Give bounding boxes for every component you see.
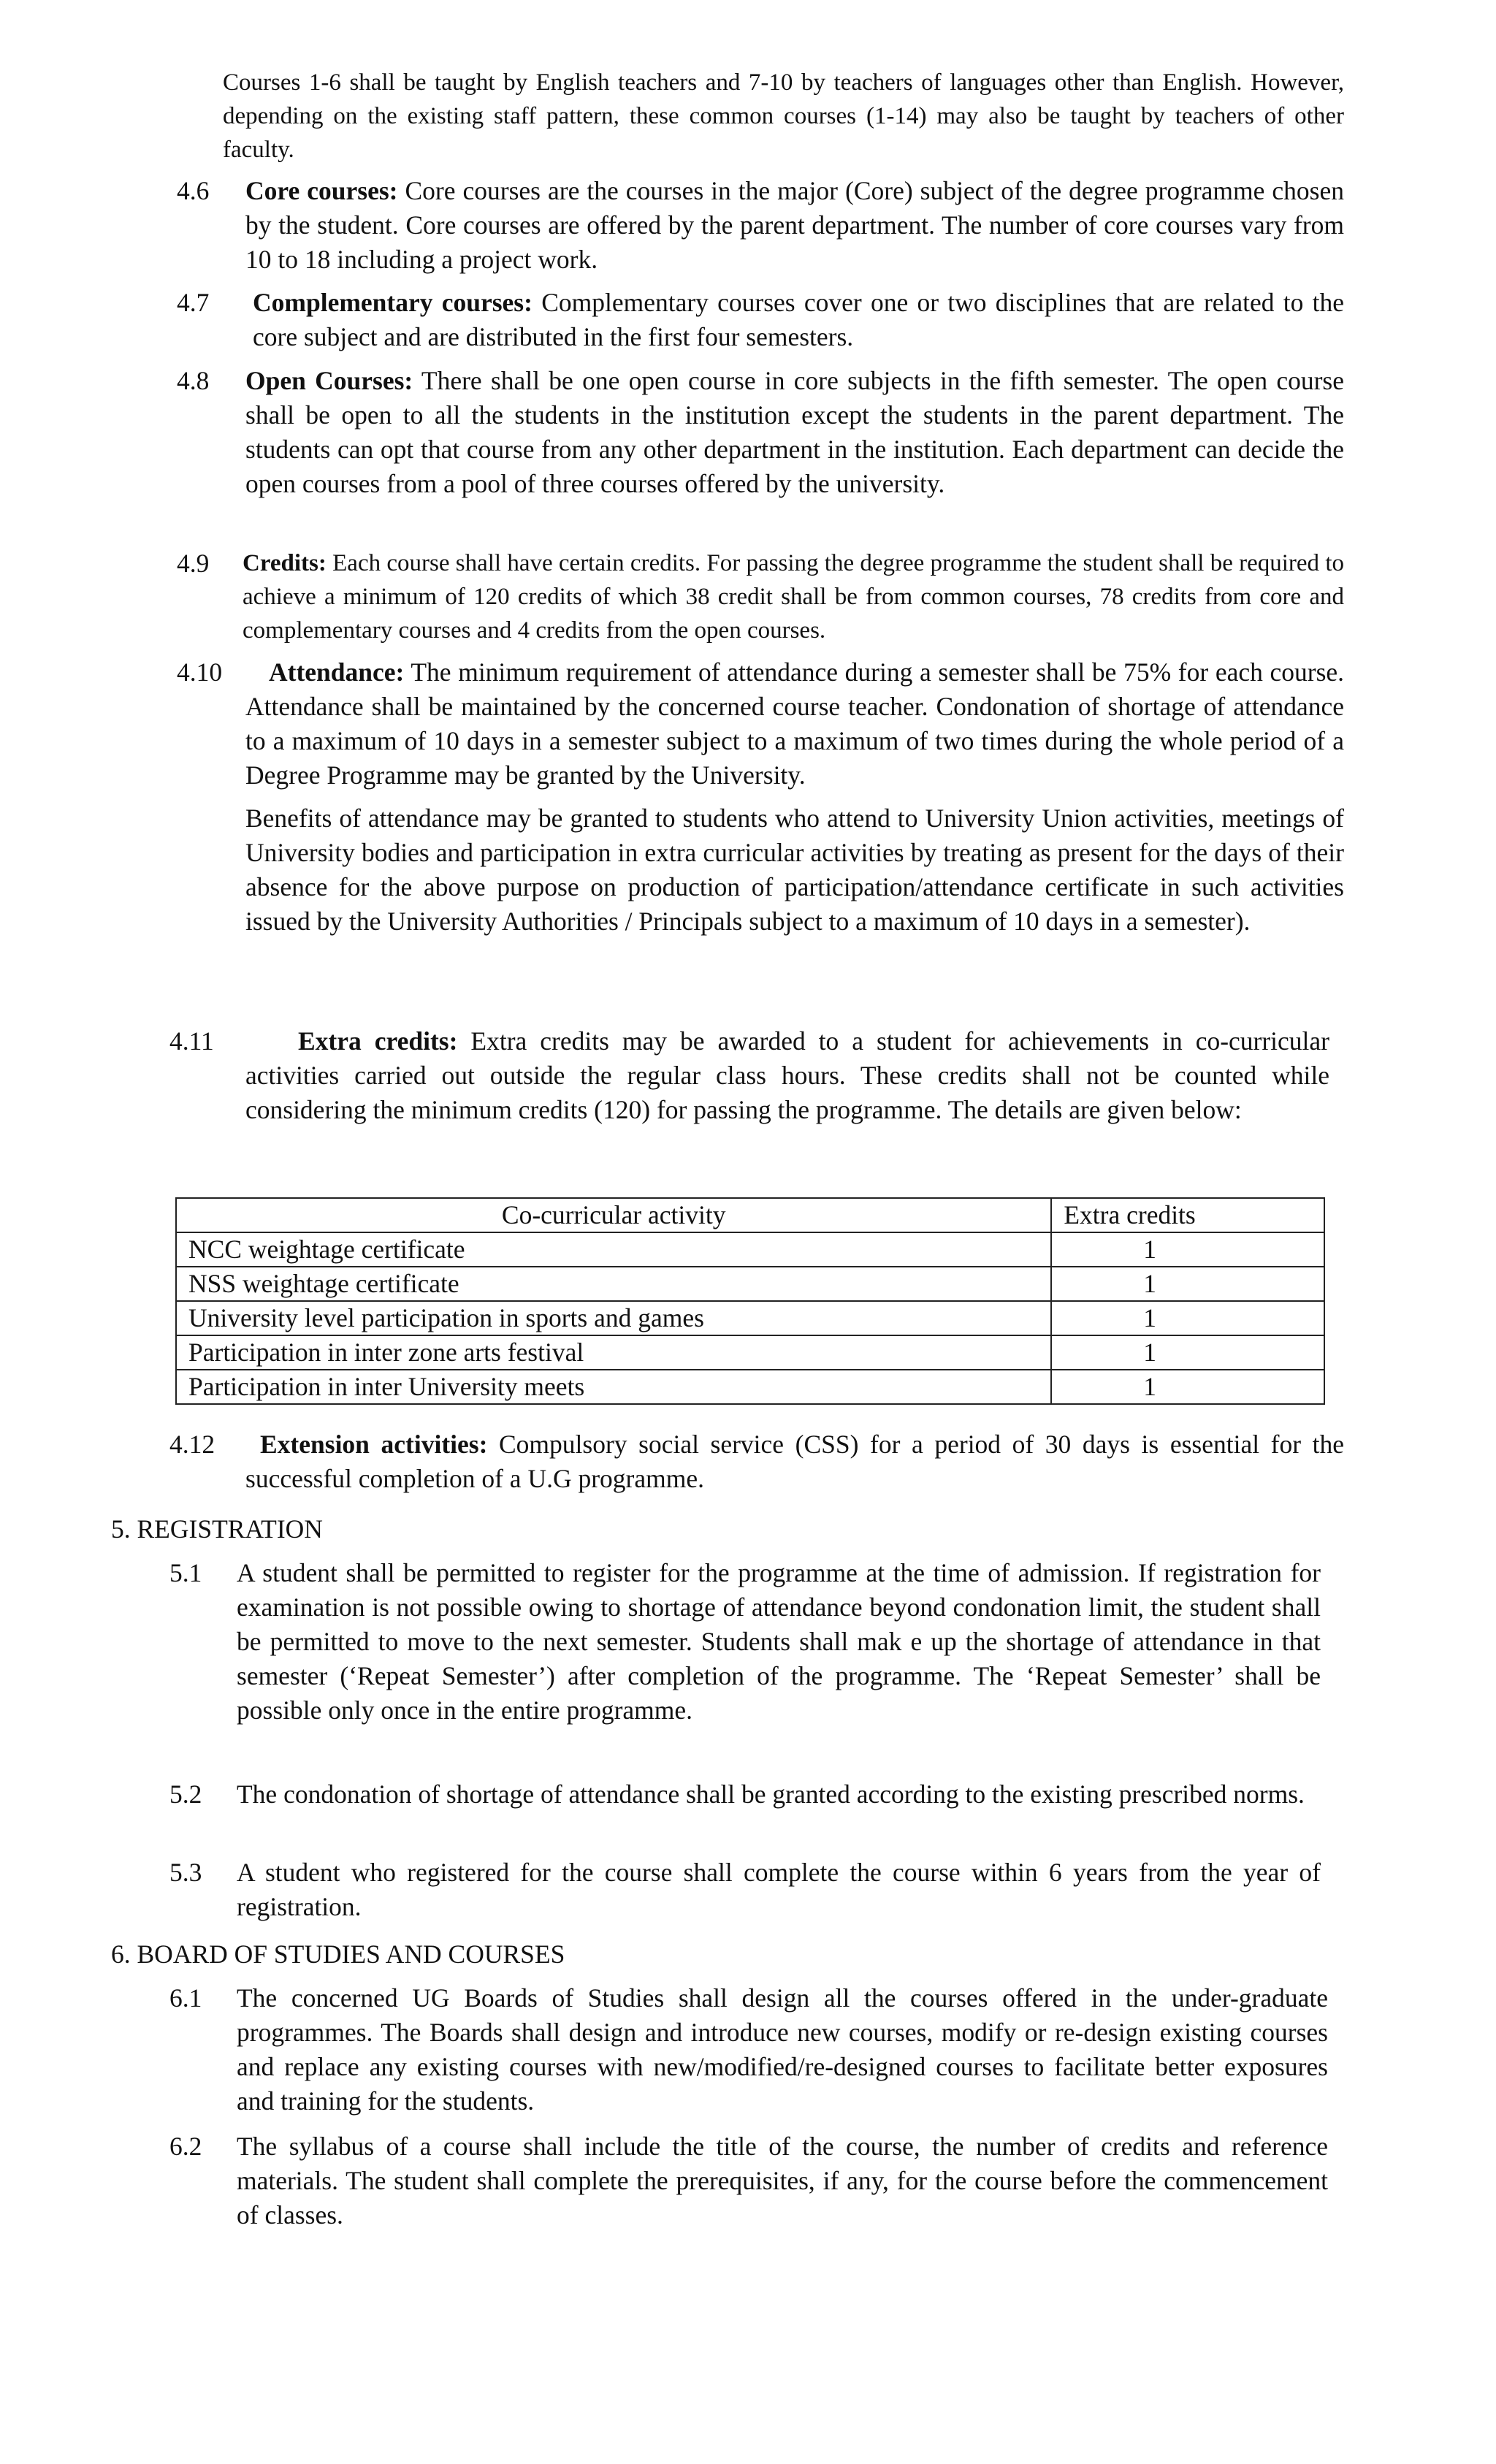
item-registration-2: The condonation of shortage of attendance shall be granted according to the existing prescribed norms.: [237, 1780, 1305, 1809]
item-number: 4.7: [177, 288, 210, 317]
item-number: 5.1: [169, 1558, 202, 1587]
table-cell: 1: [1051, 1301, 1324, 1335]
item-text: Compulsory social service (CSS) for a period of 30 days is essential for the successful completion of a U.G programme.: [245, 1430, 1345, 1493]
item-number: 4.10: [177, 657, 223, 687]
item-number: 4.8: [177, 366, 210, 395]
table-row: [176, 1301, 1324, 1335]
item-extension-activities: [245, 1427, 1344, 1496]
item-text: Extra credits may be awarded to a student for achievements in co-curricular activities carried out outside the regular class hours. These credits shall not be counted while considering the minimum credits (120) for passing the programme. The details are given below:: [245, 1026, 1329, 1124]
item-core-courses: [245, 174, 1344, 277]
item-extra-credits: [245, 1024, 1329, 1127]
table-row: [176, 1370, 1324, 1404]
table-header: Extra credits: [1051, 1198, 1324, 1232]
table-cell: Participation in inter zone arts festival: [176, 1335, 1051, 1370]
section-title: 6. BOARD OF STUDIES AND COURSES: [111, 1939, 565, 1969]
item-number: 4.6: [177, 176, 210, 205]
item-heading: Core courses:: [245, 176, 398, 205]
extra-credits-table: [175, 1197, 1325, 1405]
table-cell: University level participation in sports and games: [176, 1301, 1051, 1335]
table-cell: 1: [1051, 1232, 1324, 1267]
table-cell: Participation in inter University meets: [176, 1370, 1051, 1404]
table-cell: 1: [1051, 1267, 1324, 1301]
item-text: Each course shall have certain credits. For passing the degree programme the student shall be required to achieve a minimum of 120 credits of which 38 credit shall be from common courses, 78 credits from core and complementary courses and 4 credits from the open courses.: [243, 550, 1344, 644]
item-text: There shall be one open course in core subjects in the fifth semester. The open course shall be open to all the students in the institution except the students in the parent department. The students can opt that course from any other department in the institution. Each department can decide the open courses from a pool of three courses offered by the university.: [245, 366, 1345, 498]
table-row: [176, 1232, 1324, 1267]
item-registration-1: A student shall be permitted to register for the programme at the time of admission. If registration for examination is not possible owing to shortage of attendance beyond condonation limit, the student shall be permitted to move to the next semester. Students shall mak e up the shortage of attendance in that semester (‘Repeat Semester’) after completion of the programme. The ‘Repeat Semester’ shall be possible only once in the entire programme.: [237, 1558, 1321, 1725]
item-heading: Extension activities:: [260, 1430, 488, 1459]
table-cell: NCC weightage certificate: [176, 1232, 1051, 1267]
item-text: Complementary courses cover one or two disciplines that are related to the core subject and are distributed in the first four semesters.: [253, 288, 1344, 351]
item-heading: Attendance:: [269, 657, 405, 687]
table-cell: 1: [1051, 1335, 1324, 1370]
item-heading: Open Courses:: [245, 366, 413, 395]
table-row: [176, 1335, 1324, 1370]
item-number: 5.2: [169, 1780, 202, 1809]
item-board-2: The syllabus of a course shall include the title of the course, the number of credits and reference materials. The student shall complete the prerequisites, if any, for the course before the commencement of classes.: [237, 2132, 1328, 2230]
item-number: 5.3: [169, 1858, 202, 1887]
item-number: 6.1: [169, 1983, 202, 2013]
item-heading: Complementary courses:: [253, 288, 533, 317]
table-cell: 1: [1051, 1370, 1324, 1404]
intro-paragraph: [223, 66, 1344, 167]
item-text: Core courses are the courses in the major (Core) subject of the degree programme chosen by the student. Core courses are offered by the parent department. The number of core courses vary from 10 to 18 including a project work.: [245, 176, 1344, 274]
item-number: 6.2: [169, 2132, 202, 2161]
table-cell: NSS weightage certificate: [176, 1267, 1051, 1301]
item-text-secondary: Benefits of attendance may be granted to students who attend to University Union activities, meetings of University bodies and participation in extra curricular activities by treating as present for the days of their absence for the above purpose on production of participation/attendance certificate in such activities issued by the University Authorities / Principals subject to a maximum of 10 days in a semester).: [245, 804, 1344, 936]
item-complementary-courses: [253, 286, 1344, 354]
item-text: The minimum requirement of attendance during a semester shall be 75% for each course. Attendance shall be maintained by the concerned course teacher. Condonation of shortage of attendance to a maximum of 10 days in a semester subject to a maximum of two times during the whole period of a Degree Programme may be granted by the University.: [245, 657, 1345, 790]
item-heading: Credits:: [243, 550, 327, 576]
table-header: Co-curricular activity: [176, 1198, 1051, 1232]
item-number: 4.11: [169, 1026, 214, 1056]
section-title: 5. REGISTRATION: [111, 1514, 323, 1544]
item-registration-3: A student who registered for the course shall complete the course within 6 years from the year of registration.: [237, 1858, 1321, 1921]
item-heading: Extra credits:: [298, 1026, 458, 1056]
item-open-courses: [245, 364, 1344, 501]
table-header-row: [176, 1198, 1324, 1232]
item-credits: [243, 546, 1344, 647]
intro-text: Courses 1-6 shall be taught by English teachers and 7-10 by teachers of languages other than English. However, depending on the existing staff pattern, these common courses (1-14) may also be taught by teachers of other faculty.: [223, 69, 1344, 163]
item-attendance: [245, 655, 1344, 939]
item-board-1: The concerned UG Boards of Studies shall design all the courses offered in the under-graduate programmes. The Boards shall design and introduce new courses, modify or re-design existing courses and replace any existing courses with new/modified/re-designed courses to facilitate better exposures and training for the students.: [237, 1983, 1328, 2116]
item-number: 4.12: [169, 1430, 215, 1459]
table-row: [176, 1267, 1324, 1301]
item-number: 4.9: [177, 549, 210, 578]
